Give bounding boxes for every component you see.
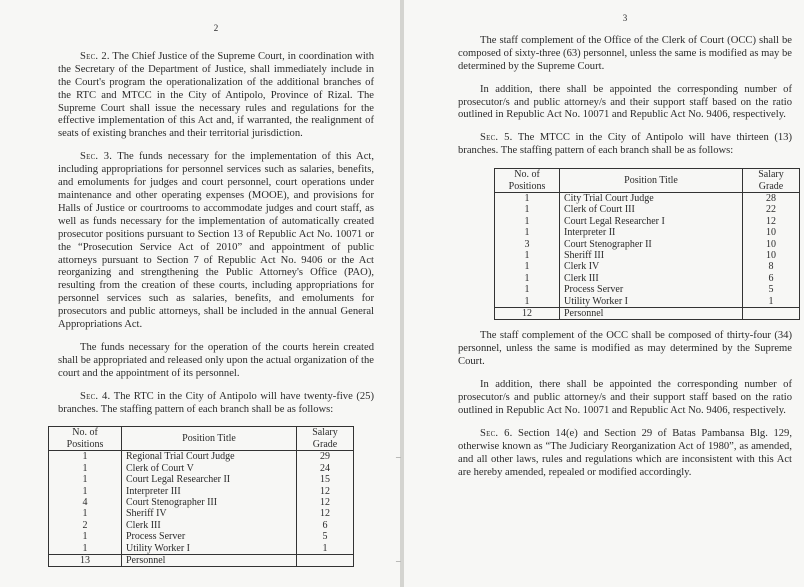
table-row (495, 261, 800, 272)
header-position-title: Position Title (560, 169, 743, 193)
grade-cell: 28 (743, 192, 800, 204)
grade-cell: 6 (297, 520, 354, 531)
scan-mark: – (396, 452, 401, 462)
total-label-cell: Personnel (560, 308, 743, 320)
rtc-staffing-table (48, 426, 354, 567)
grade-cell: 8 (743, 261, 800, 272)
title-cell: Court Legal Researcher I (560, 216, 743, 227)
grade-cell: 29 (297, 451, 354, 463)
table-row (495, 216, 800, 227)
prosecutors-rtc-paragraph: In addition, there shall be appointed the corresponding number of prosecutor/s and public attorney/s and their support staff based on the ratio outlined in Republic Act No. 10071 and Republic Act No. 9406, respectively. (458, 83, 792, 121)
table-row (495, 284, 800, 295)
table-row (49, 451, 354, 463)
occ-rtc-paragraph: The staff complement of the Office of the Clerk of Court (OCC) shall be composed of sixty-three (63) personnel, unless the same is modified as may be determined by the Supreme Court. (458, 34, 792, 72)
positions-cell: 1 (495, 250, 560, 261)
header-positions: No. of Positions (495, 169, 560, 193)
table-header-row (49, 427, 354, 451)
grade-cell: 1 (743, 296, 800, 308)
title-cell: Process Server (122, 531, 297, 542)
section-text: The RTC in the City of Antipolo will have twenty-five (25) branches. The staffing pattern of each branch shall be as follows: (58, 390, 374, 415)
positions-cell: 1 (495, 227, 560, 238)
section-3 (58, 151, 374, 332)
funds-paragraph: The funds necessary for the operation of the courts herein created shall be appropriated and released only upon the actual organization of the court and the appointment of its personnel. (58, 341, 374, 379)
table-row (49, 463, 354, 474)
positions-cell: 1 (49, 474, 122, 485)
section-4 (58, 391, 374, 417)
grade-cell: 5 (743, 284, 800, 295)
table-row (495, 227, 800, 238)
grade-cell: 12 (297, 508, 354, 519)
section-label: Sec. 4. (80, 390, 111, 402)
grade-cell: 10 (743, 250, 800, 261)
right-page (404, 0, 804, 587)
table-row (49, 531, 354, 542)
title-cell: Court Stenographer II (560, 239, 743, 250)
grade-cell: 22 (743, 204, 800, 215)
header-salary-grade: Salary Grade (743, 169, 800, 193)
table-row (495, 239, 800, 250)
page-number: 2 (213, 23, 219, 33)
section-text: The Chief Justice of the Supreme Court, in coordination with the Secretary of the Department of Justice, shall immediately include in the Court's program the operationalization of the additional branches of the RTC and MTCC in the City of Antipolo, Province of Rizal. The Supreme Court shall issue the necessary rules and regulations for the effective implementation of this Act and, if warranted, the realignment of seats of existing branches and their territorial jurisdiction. (58, 50, 375, 140)
table-row (495, 204, 800, 215)
title-cell: Process Server (560, 284, 743, 295)
prosecutors-mtcc-paragraph: In addition, there shall be appointed the corresponding number of prosecutor/s and public attorney/s and their support staff based on the ratio outlined in Republic Act No. 10071 and Republic Act No. 9406, respectively. (458, 379, 792, 416)
table-total-row (495, 308, 800, 320)
table-row (495, 296, 800, 308)
title-cell: Regional Trial Court Judge (122, 451, 297, 463)
section-5 (458, 132, 792, 158)
positions-cell: 1 (495, 192, 560, 204)
positions-cell: 1 (495, 261, 560, 272)
total-grade-cell (743, 308, 800, 320)
total-positions-cell: 12 (495, 308, 560, 320)
title-cell: Court Legal Researcher II (122, 474, 297, 485)
grade-cell: 10 (743, 227, 800, 238)
table-row (49, 508, 354, 519)
table-row (49, 520, 354, 531)
section-6 (458, 428, 792, 480)
positions-cell: 1 (495, 284, 560, 295)
scan-mark: – (396, 556, 401, 566)
title-cell: Interpreter II (560, 227, 743, 238)
grade-cell: 10 (743, 239, 800, 250)
positions-cell: 2 (49, 520, 122, 531)
positions-cell: 4 (49, 497, 122, 508)
section-2 (58, 51, 374, 141)
table-row (49, 474, 354, 485)
positions-cell: 1 (49, 543, 122, 555)
table-row (495, 273, 800, 284)
positions-cell: 1 (495, 204, 560, 215)
title-cell: Clerk III (560, 273, 743, 284)
grade-cell: 15 (297, 474, 354, 485)
grade-cell: 12 (297, 486, 354, 497)
section-label: Sec. 3. (80, 151, 113, 163)
grade-cell: 12 (743, 216, 800, 227)
total-positions-cell: 13 (49, 554, 122, 566)
grade-cell: 1 (297, 543, 354, 555)
section-label: Sec. 2. (80, 50, 110, 62)
table-row (49, 486, 354, 497)
occ-mtcc-paragraph: The staff complement of the OCC shall be composed of thirty-four (34) personnel, unless the same is modified as may determined by the Supreme Court. (458, 330, 792, 368)
positions-cell: 1 (495, 216, 560, 227)
total-label-cell: Personnel (122, 554, 297, 566)
positions-cell: 1 (49, 531, 122, 542)
header-salary-grade: Salary Grade (297, 427, 354, 451)
title-cell: Sheriff III (560, 250, 743, 261)
title-cell: Interpreter III (122, 486, 297, 497)
table-row (49, 543, 354, 555)
table-total-row (49, 554, 354, 566)
section-text: The MTCC in the City of Antipolo will have thirteen (13) branches. The staffing pattern of each branch shall be as follows: (458, 132, 792, 157)
table-header-row (495, 169, 800, 193)
section-label: Sec. 6. (480, 427, 513, 439)
mtcc-staffing-table (494, 168, 800, 320)
positions-cell: 1 (49, 486, 122, 497)
section-label: Sec. 5. (480, 132, 513, 144)
title-cell: Utility Worker I (122, 543, 297, 555)
grade-cell: 24 (297, 463, 354, 474)
positions-cell: 1 (49, 463, 122, 474)
title-cell: Clerk IV (560, 261, 743, 272)
left-page (0, 0, 400, 587)
page-number: 3 (622, 13, 628, 23)
title-cell: Court Stenographer III (122, 497, 297, 508)
positions-cell: 1 (49, 451, 122, 463)
positions-cell: 3 (495, 239, 560, 250)
title-cell: Clerk III (122, 520, 297, 531)
title-cell: Sheriff IV (122, 508, 297, 519)
total-grade-cell (297, 554, 354, 566)
title-cell: Clerk of Court III (560, 204, 743, 215)
header-positions: No. of Positions (49, 427, 122, 451)
grade-cell: 12 (297, 497, 354, 508)
section-text: Section 14(e) and Section 29 of Batas Pambansa Blg. 129, otherwise known as “The Judiciary Reorganization Act of 1980”, as amended, and all other laws, rules and regulations which are inconsistent with this Act are hereby amended, repealed or modified accordingly. (458, 427, 792, 478)
grade-cell: 5 (297, 531, 354, 542)
title-cell: City Trial Court Judge (560, 192, 743, 204)
title-cell: Clerk of Court V (122, 463, 297, 474)
title-cell: Utility Worker I (560, 296, 743, 308)
header-position-title: Position Title (122, 427, 297, 451)
table-row (495, 250, 800, 261)
section-text: The funds necessary for the implementation of this Act, including appropriations for personnel services such as salaries, benefits, and emoluments for judges and court personnel, court operations under maintenance and other operating expenses (MOOE), and provisions for Halls of Justice or courtrooms to accommodate judges and court staff, as well as funds necessary for the implementation of automatically created prosecutor positions pursuant to Section 13 of Republic Act No. 10071 or the “Prosecution Service Act of 2010” and appointment of public attorneys pursuant to Section 7 of Republic Act No. 9406 or the Act reorganizing and strengthening the Public Attorney's Office (PAO), resulting from the creation of these courts, including appropriations for personnel services such as salaries, benefits, and emoluments for prosecutors and public attorneys, shall be included in the annual General Appropriations Act. (58, 151, 374, 331)
positions-cell: 1 (495, 273, 560, 284)
positions-cell: 1 (495, 296, 560, 308)
positions-cell: 1 (49, 508, 122, 519)
grade-cell: 6 (743, 273, 800, 284)
table-row (495, 192, 800, 204)
table-row (49, 497, 354, 508)
